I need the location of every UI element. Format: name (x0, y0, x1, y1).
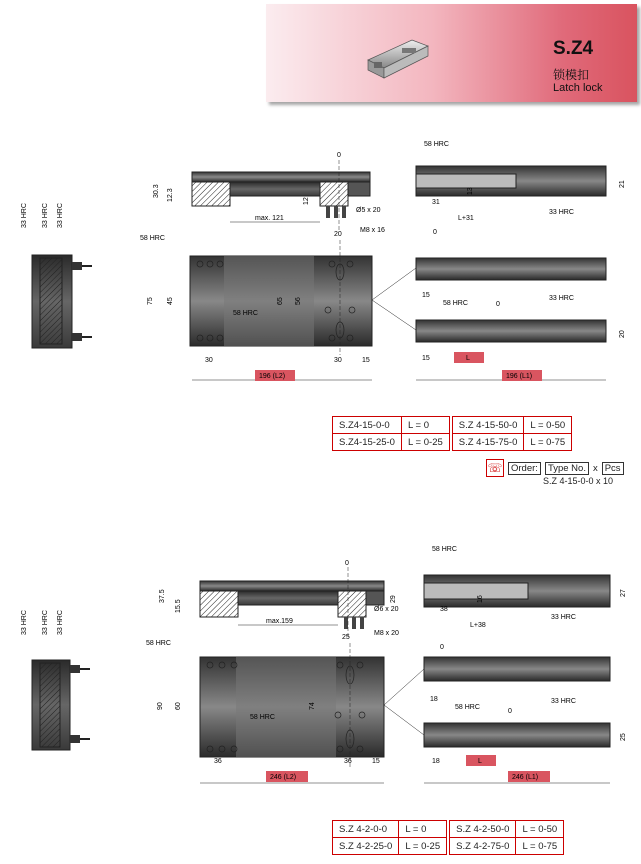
svg-text:25: 25 (620, 733, 627, 741)
svg-text:L+31: L+31 (458, 215, 474, 222)
svg-text:M8 x 20: M8 x 20 (374, 630, 399, 637)
plan-view (146, 634, 384, 783)
order-box: ☏ Order: Type No. x Pcs (486, 459, 624, 477)
svg-text:15: 15 (422, 355, 430, 362)
svg-text:38: 38 (440, 606, 448, 613)
svg-text:33 HRC: 33 HRC (42, 610, 49, 635)
svg-text:0: 0 (337, 152, 341, 159)
table-row: S.Z 4-2-0-0 L = 0 S.Z 4-2-50-0 L = 0-50 (333, 821, 564, 838)
side-view-small (21, 610, 90, 750)
svg-text:18: 18 (430, 696, 438, 703)
svg-text:18: 18 (432, 758, 440, 765)
table-row: S.Z4-15-0-0 L = 0 S.Z 4-15-50-0 L = 0-50 (333, 417, 572, 434)
svg-text:15.5: 15.5 (175, 599, 182, 613)
svg-text:58 HRC: 58 HRC (424, 141, 449, 148)
svg-text:196 (L2): 196 (L2) (259, 373, 286, 380)
plan-view (140, 231, 372, 381)
side-view-small (21, 203, 92, 348)
hrc-label: 33 HRC (57, 203, 64, 228)
svg-text:75: 75 (147, 297, 154, 305)
product-code: S.Z4 (553, 38, 594, 59)
spec-table-1 (332, 416, 572, 451)
svg-text:246 (L2): 246 (L2) (270, 774, 297, 781)
side-views (384, 546, 627, 783)
svg-text:58 HRC: 58 HRC (233, 310, 258, 317)
svg-text:30: 30 (334, 357, 342, 364)
svg-text:L+38: L+38 (470, 622, 486, 629)
svg-text:58 HRC: 58 HRC (455, 704, 480, 711)
svg-text:33 HRC: 33 HRC (551, 698, 576, 705)
table-row: S.Z4-15-25-0 L = 0-25 S.Z 4-15-75-0 L = 0-75 (333, 434, 572, 451)
svg-text:12: 12 (303, 197, 310, 205)
svg-text:60: 60 (175, 702, 182, 710)
product-image (362, 34, 432, 84)
svg-text:20: 20 (619, 330, 626, 338)
svg-text:33 HRC: 33 HRC (549, 209, 574, 216)
svg-text:37.5: 37.5 (159, 589, 166, 603)
svg-text:Ø5 x 20: Ø5 x 20 (356, 207, 381, 214)
svg-text:31: 31 (432, 199, 440, 206)
drawing-size-15 (0, 140, 641, 400)
spec-table-2 (332, 820, 564, 855)
svg-text:15: 15 (422, 292, 430, 299)
hrc-label: 33 HRC (21, 203, 28, 228)
svg-text:30.3: 30.3 (153, 184, 160, 198)
svg-text:45: 45 (167, 297, 174, 305)
svg-text:0: 0 (508, 708, 512, 715)
svg-text:15: 15 (362, 357, 370, 364)
drawing-size-2 (0, 545, 641, 795)
section-view (153, 152, 385, 234)
svg-text:L: L (478, 758, 482, 765)
svg-text:36: 36 (214, 758, 222, 765)
product-name-en: Latch lock (553, 82, 603, 94)
svg-text:27: 27 (620, 589, 627, 597)
order-example: S.Z 4-15-0-0 x 10 (543, 476, 614, 486)
section-view (159, 560, 399, 639)
svg-text:74: 74 (309, 702, 316, 710)
svg-text:58 HRC: 58 HRC (140, 235, 165, 242)
svg-text:0: 0 (496, 301, 500, 308)
svg-text:33 HRC: 33 HRC (549, 295, 574, 302)
product-name-cn: 锁模扣 (553, 68, 590, 82)
svg-text:29: 29 (390, 595, 397, 603)
svg-text:58 HRC: 58 HRC (443, 300, 468, 307)
hrc-label: 33 HRC (42, 203, 49, 228)
phone-icon: ☏ (487, 461, 503, 475)
svg-text:12.3: 12.3 (167, 188, 174, 202)
svg-text:L: L (466, 355, 470, 362)
svg-text:0: 0 (433, 229, 437, 236)
svg-text:0: 0 (345, 560, 349, 567)
svg-text:0: 0 (440, 644, 444, 651)
svg-text:246 (L1): 246 (L1) (512, 774, 539, 781)
svg-text:33 HRC: 33 HRC (21, 610, 28, 635)
svg-text:58 HRC: 58 HRC (432, 546, 457, 553)
svg-text:25: 25 (342, 634, 350, 641)
svg-text:30: 30 (205, 357, 213, 364)
svg-text:21: 21 (619, 180, 626, 188)
svg-text:max.159: max.159 (266, 618, 293, 625)
svg-text:20: 20 (334, 231, 342, 238)
svg-text:56: 56 (295, 297, 302, 305)
svg-text:33 HRC: 33 HRC (551, 614, 576, 621)
svg-text:58 HRC: 58 HRC (146, 640, 171, 647)
svg-text:13: 13 (467, 187, 474, 195)
svg-text:max. 121: max. 121 (255, 215, 284, 222)
svg-text:36: 36 (344, 758, 352, 765)
svg-text:65: 65 (277, 297, 284, 305)
side-views (372, 141, 626, 381)
table-row: S.Z 4-2-25-0 L = 0-25 S.Z 4-2-75-0 L = 0-75 (333, 838, 564, 855)
svg-text:33 HRC: 33 HRC (57, 610, 64, 635)
svg-text:58 HRC: 58 HRC (250, 714, 275, 721)
svg-text:15: 15 (372, 758, 380, 765)
svg-text:16: 16 (477, 595, 484, 603)
svg-text:90: 90 (157, 702, 164, 710)
svg-text:M8 x 16: M8 x 16 (360, 227, 385, 234)
svg-text:Ø6 x 20: Ø6 x 20 (374, 606, 399, 613)
svg-text:196 (L1): 196 (L1) (506, 373, 533, 380)
